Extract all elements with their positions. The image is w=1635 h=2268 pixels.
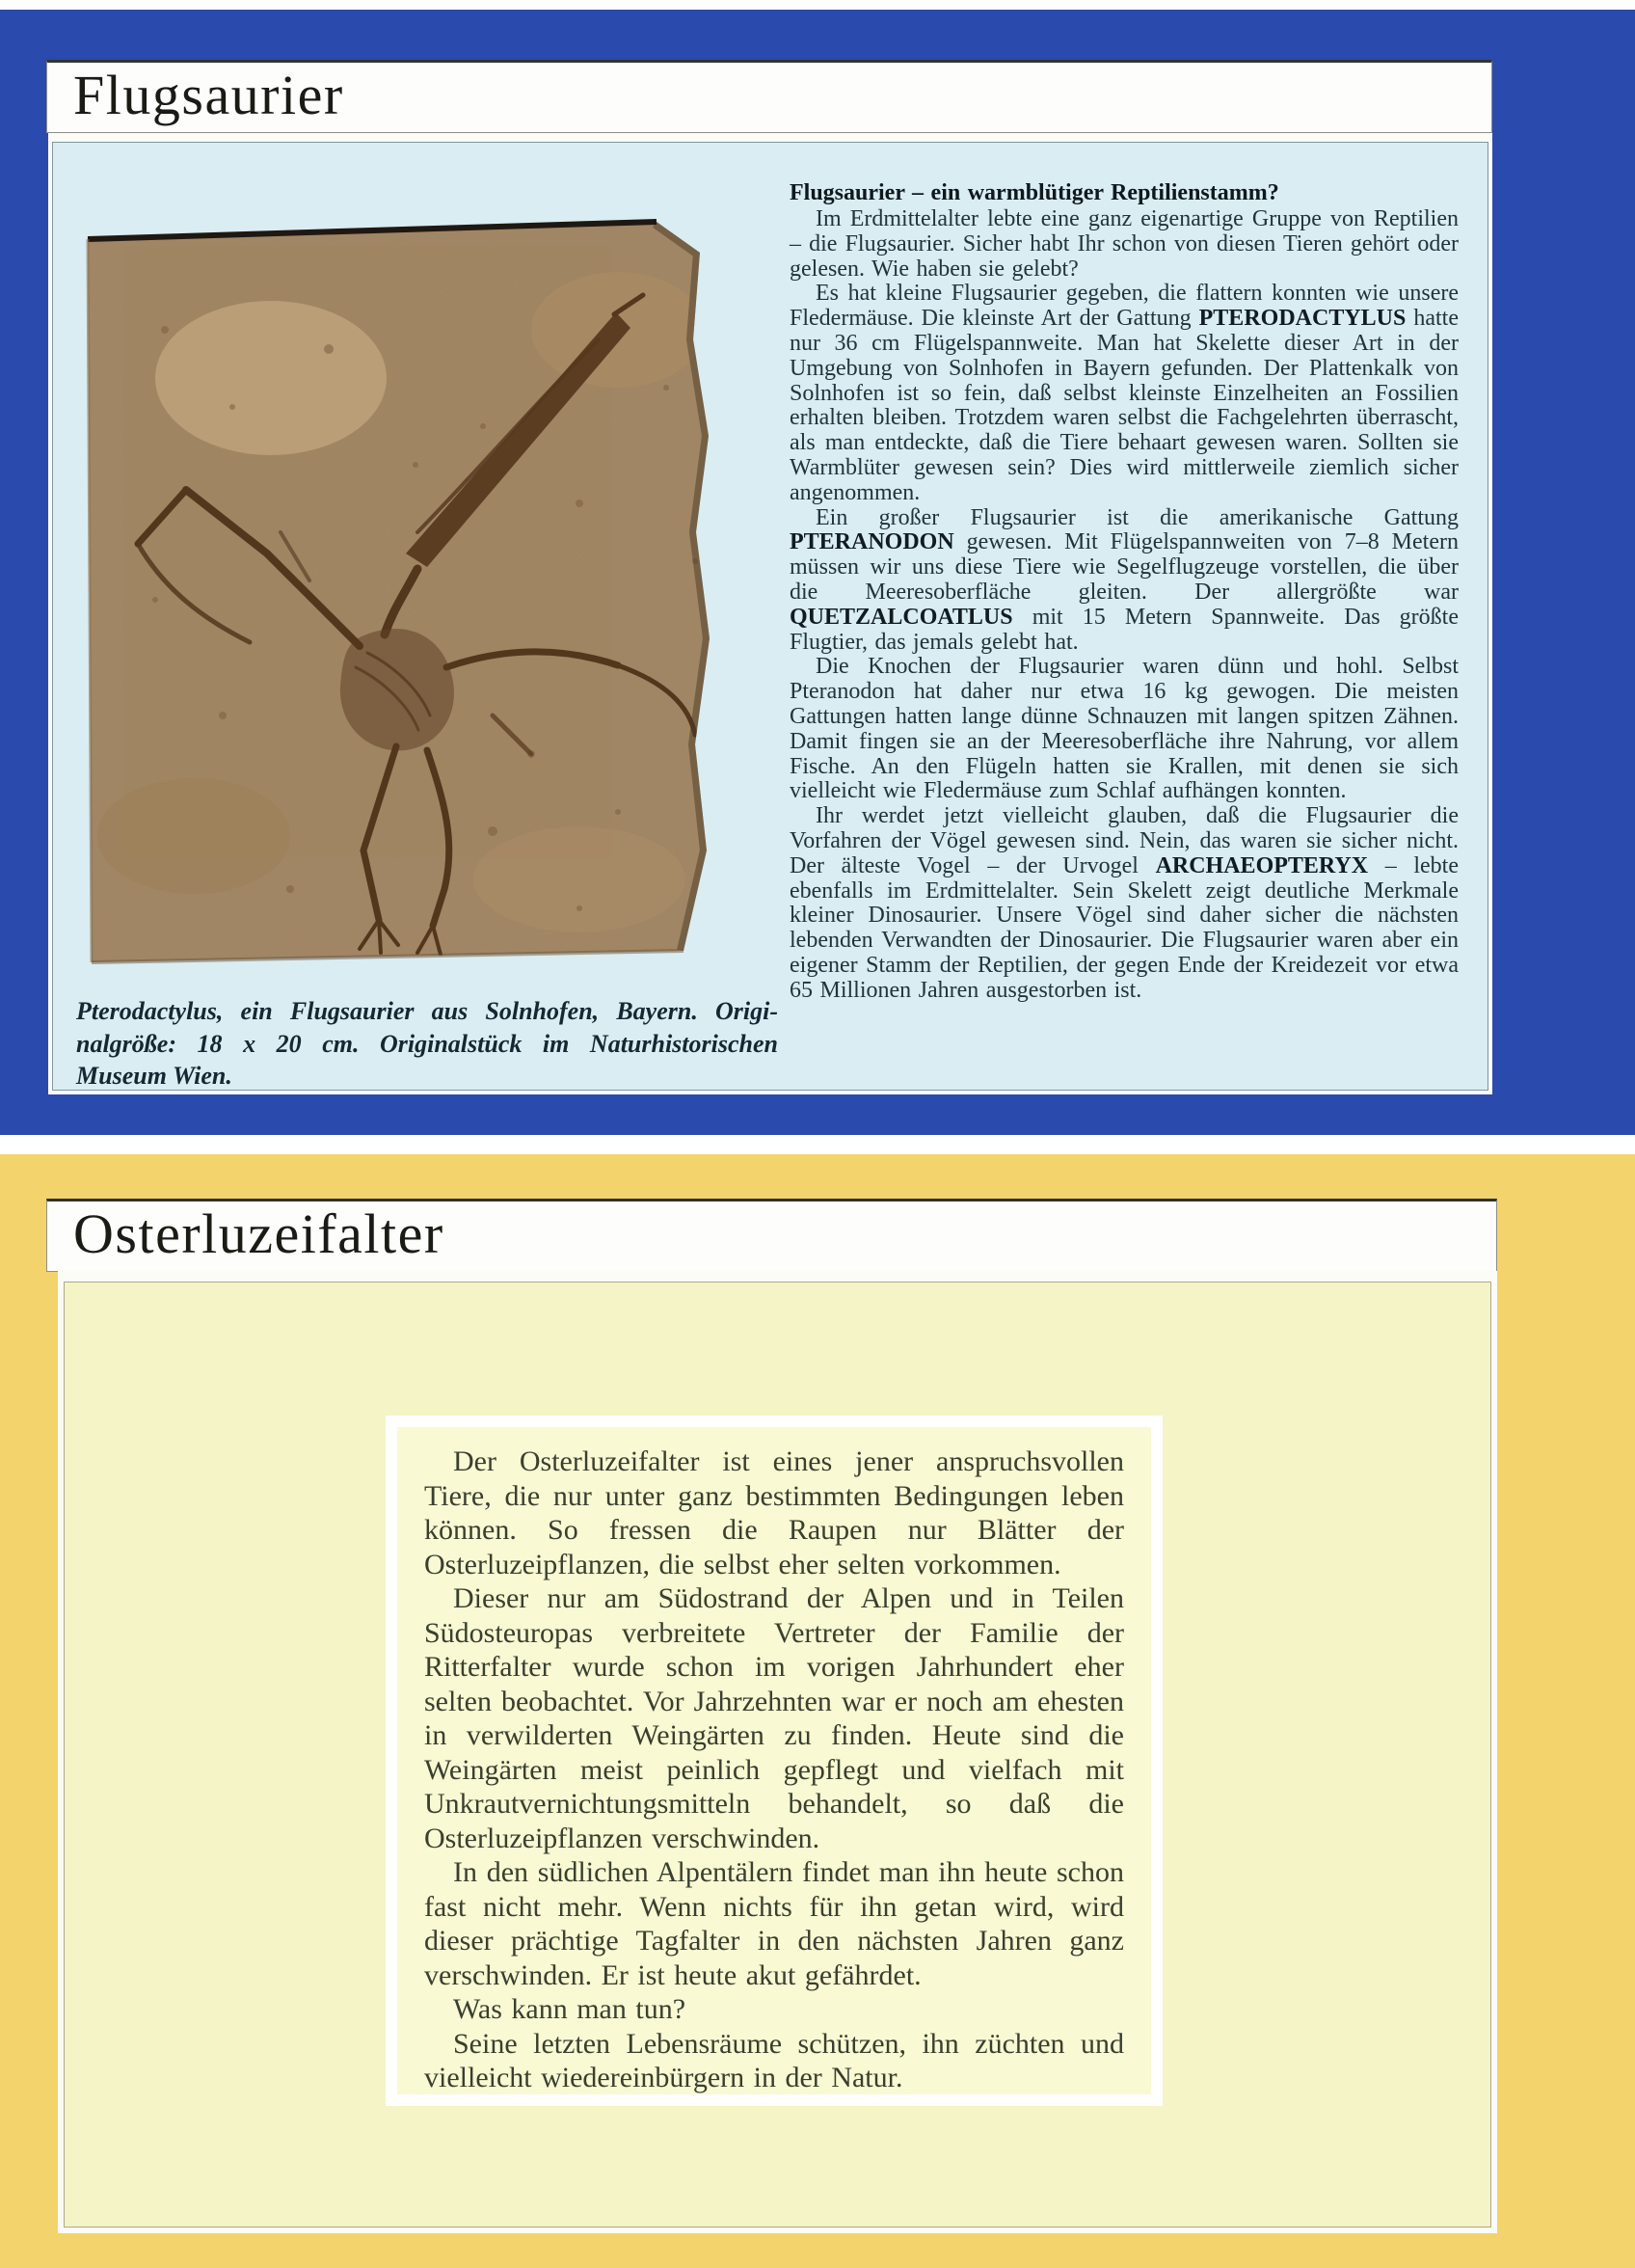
paragraph: Ein großer Flugsaurier ist die amerikanische Gattung PTERANODON gewesen. Mit Flügelspannweiten von 7–8 Metern müssen wir uns diese Tiere wie Segelflugzeuge vorstellen, die über die Meeresoberfläche gleiten. Der allergrößte war QUETZALCOATLUS mit 15 Metern Spannweite. Das größte Flugtier, das jemals gelebt hat. [790, 504, 1459, 655]
pterodactylus-fossil-photo [78, 214, 768, 978]
paragraph: Ihr werdet jetzt vielleicht glauben, daß die Flugsaurier die Vorfahren der Vögel gewesen sind. Nein, das waren sie sicher nicht. Der älteste Vogel – der Urvogel ARCHAEOPTERYX – lebte ebenfalls im Erdmittelalter. Sein Skelett zeigt deutliche Merkmale kleiner Dinosaurier. Unsere Vögel sind daher sicher die nächsten lebenden Verwandten der Dinosaurier. Die Flugsaurier waren aber ein eigener Stamm der Reptilien, der gegen Ende der Kreidezeit vor etwa 65 Millionen Jahren ausgestorben ist. [790, 803, 1459, 1003]
page-title-2: Osterluzeifalter [73, 1202, 444, 1265]
figure-caption [76, 995, 778, 1093]
osterluzeifalter-text-box-inner [397, 1427, 1151, 2094]
paragraph: Dieser nur am Südostrand der Alpen und in Teilen Südosteuropas verbreitete Vertreter der Familie der Ritterfalter wurde schon im vorigen Jahrhundert eher selten beobachtet. Vor Jahrzehnten war er noch am ehesten in verwilderten Weingärten zu finden. Heute sind die Weingärten meist peinlich gepflegt und vielfach mit Unkrautvernichtungsmitteln behandelt, so daß die Osterluzeipflanzen verschwinden. [424, 1582, 1124, 1854]
osterluzeifalter-text-box [386, 1416, 1163, 2106]
flugsaurier-text-column [790, 180, 1459, 1004]
osterluzeifalter-text-column [424, 1444, 1124, 2095]
paragraph: In den südlichen Alpentälern findet man ihn heute schon fast nicht mehr. Wenn nichts für ihn getan wird, wird dieser prächtige Tagfalter in den nächsten Jahren ganz verschwinden. Er ist heute akut gefährdet. [424, 1856, 1124, 1991]
flugsaurier-title-bar [46, 60, 1492, 133]
flugsaurier-card [48, 133, 1492, 1094]
osterluzeifalter-title-bar [46, 1199, 1497, 1272]
paragraph: Seine letzten Lebensräume schützen, ihn züchten und vielleicht wiedereinbürgern in der Natur. [424, 2027, 1124, 2093]
paragraph: Die Knochen der Flugsaurier waren dünn und hohl. Selbst Pteranodon hat daher nur etwa 16 kg gewogen. Die meisten Gattungen hatten lange dünne Schnauzen mit langen spitzen Zähnen. Damit fingen sie an der Meeresoberfläche ihre Nahrung, vor allem Fische. An den Flügeln hatten sie Krallen, mit denen sie sich vielleicht wie Fledermäuse zum Schlaf aufhängen konnten. [790, 654, 1459, 804]
page-title: Flugsaurier [73, 64, 344, 126]
flugsaurier-card-inner [52, 142, 1488, 1091]
paragraph: Es hat kleine Flugsaurier gegeben, die flattern konnten wie unsere Fledermäuse. Die kleinste Art der Gattung PTERODACTYLUS hatte nur 36 cm Flügelspannweite. Man hat Skelette dieser Art in der Umgebung von Solnhofen in Bayern gefunden. Der Plattenkalk von Solnhofen ist so fein, daß selbst kleinste Einzelheiten an Fossilien erhalten bleiben. Trotzdem waren selbst die Fachgelehrten überrascht, als man entdeckte, daß die Tiere behaart gewesen waren. Sollten sie Warmblüter gewesen sein? Dies wird mittlerweile ziemlich sicher angenommen. [790, 281, 1459, 505]
paragraph: Der Osterluzeifalter ist eines jener anspruchsvollen Tiere, die nur unter ganz bestimmten Bedingungen leben können. So fressen die Raupen nur Blätter der Osterluzeipflanzen, die selbst eher selten vorkommen. [424, 1445, 1124, 1580]
flugsaurier-section [0, 10, 1635, 1135]
paragraph: Was kann man tun? [453, 1993, 686, 2025]
article-heading: Flugsaurier – ein warmblütiger Reptilienstamm? [790, 180, 1279, 205]
osterluzeifalter-card [58, 1271, 1497, 2233]
paragraph: Im Erdmittelalter lebte eine ganz eigenartige Gruppe von Reptilien – die Flugsaurier. Sicher habt Ihr schon von diesen Tieren gehört oder gelesen. Wie haben sie gelebt? [790, 206, 1459, 282]
caption-line: Pterodactylus, ein Flugsaurier aus Solnhofen, Bayern. Origi- [76, 997, 778, 1025]
caption-line: nalgröße: 18 x 20 cm. Originalstück im Naturhistorischen [76, 1029, 778, 1058]
caption-line: Museum Wien. [76, 1062, 232, 1090]
osterluzeifalter-section [0, 1154, 1635, 2268]
